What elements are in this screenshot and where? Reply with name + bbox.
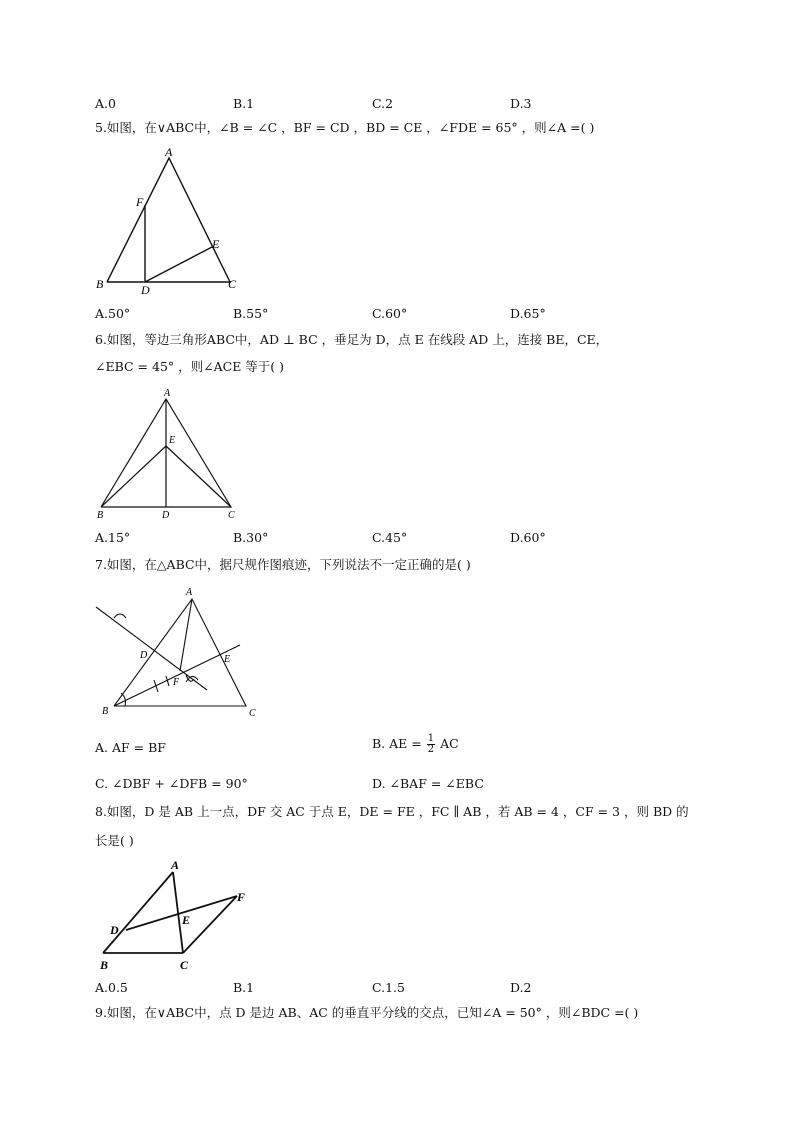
q6-label-a: A	[164, 388, 171, 399]
q6-option-d[interactable]: D.60°	[510, 530, 546, 545]
q8-label-e: E	[182, 913, 191, 927]
q5-option-a[interactable]: A.50°	[95, 306, 131, 321]
q7-segment-af	[180, 599, 192, 671]
q5-option-b[interactable]: B.55°	[233, 306, 269, 321]
q5-label-c: C	[228, 277, 237, 291]
q6-figure	[90, 384, 250, 524]
q7-triangle-abc	[114, 599, 246, 706]
q4-option-a[interactable]: A.0	[95, 96, 116, 111]
q6-text-line2: ∠EBC = 45° ，则∠ACE 等于( )	[95, 359, 285, 374]
q7-options-row2	[95, 776, 715, 800]
q6-option-a[interactable]: A.15°	[95, 530, 131, 545]
q4-option-d[interactable]: D.3	[510, 96, 532, 111]
q5-segment-de	[145, 247, 212, 282]
q6-text-line1: 6.如图，等边三角形ABC中，AD ⊥ BC ，垂足为 D，点 E 在线段 AD 上，连接 BE，CE，	[95, 332, 609, 347]
q5-text: 5.如图，在∨ABC中，∠B = ∠C ，BF = CD ，BD = CE ，∠FDE = 65° ，则∠A =( )	[95, 120, 595, 135]
q8-label-b: B	[100, 958, 109, 972]
q6-label-d: D	[162, 510, 170, 521]
q7-option-d[interactable]: D. ∠BAF = ∠EBC	[372, 776, 484, 791]
q7-angle-bisector	[114, 645, 240, 706]
q4-option-b[interactable]: B.1	[233, 96, 255, 111]
q6-segment-be	[101, 446, 166, 507]
q5-label-d: D	[141, 283, 150, 297]
q6-label-c: C	[228, 510, 235, 521]
q8-text-line1: 8.如图，D 是 AB 上一点，DF 交 AC 于点 E，DE = FE ，FC ∥ AB ，若 AB = 4 ，CF = 3 ，则 BD 的	[95, 804, 689, 819]
q8-option-b[interactable]: B.1	[233, 980, 255, 995]
q6-options	[95, 530, 715, 548]
q5-label-f: F	[136, 195, 144, 209]
q5-option-d[interactable]: D.65°	[510, 306, 546, 321]
q7-label-c: C	[249, 708, 256, 719]
q5-option-c[interactable]: C.60°	[372, 306, 408, 321]
q4-option-c[interactable]: C.2	[372, 96, 394, 111]
q6-label-e: E	[169, 435, 176, 446]
q5-triangle-abc	[107, 158, 230, 282]
q8-label-a: A	[171, 858, 180, 872]
q7-option-b-denominator: 2	[427, 744, 435, 755]
q8-options	[95, 980, 715, 998]
q6-option-c[interactable]: C.45°	[372, 530, 408, 545]
q7-label-b: B	[102, 706, 109, 717]
q5-label-e: E	[212, 237, 220, 251]
q7-label-d: D	[140, 650, 148, 661]
q7-option-c[interactable]: C. ∠DBF + ∠DFB = 90°	[95, 776, 248, 791]
q5-label-b: B	[96, 277, 104, 291]
q6-option-b[interactable]: B.30°	[233, 530, 269, 545]
q7-option-b-numerator: 1	[427, 733, 435, 744]
q7-label-f: F	[173, 677, 180, 688]
q7-figure	[90, 582, 270, 722]
q7-option-b[interactable]	[372, 734, 459, 755]
q8-label-c: C	[180, 958, 189, 972]
q7-label-a: A	[186, 587, 193, 598]
q8-option-a[interactable]: A.0.5	[95, 980, 128, 995]
q6-segment-ce	[166, 446, 231, 507]
q7-option-b-prefix: B. AE =	[372, 736, 422, 751]
q6-label-b: B	[97, 510, 104, 521]
q7-arc-top	[114, 614, 126, 618]
q8-label-d: D	[110, 923, 119, 937]
q8-label-f: F	[237, 890, 246, 904]
q5-figure	[90, 142, 250, 297]
q7-text: 7.如图，在△ABC中，据尺规作图痕迹，下列说法不一定正确的是( )	[95, 557, 471, 572]
q8-option-c[interactable]: C.1.5	[372, 980, 405, 995]
q7-option-b-suffix: AC	[440, 736, 459, 751]
q5-label-a: A	[165, 145, 173, 159]
q5-options	[95, 306, 715, 324]
q8-option-d[interactable]: D.2	[510, 980, 532, 995]
q8-segment-ab	[103, 872, 173, 953]
q4-options	[95, 96, 715, 114]
q7-options-row1	[95, 733, 715, 764]
q7-option-b-fraction	[427, 734, 435, 755]
q8-text-line2: 长是( )	[95, 833, 134, 848]
q7-label-e: E	[224, 654, 231, 665]
q9-text: 9.如图，在∨ABC中，点 D 是边 AB、AC 的垂直平分线的交点，已知∠A = 50° ，则∠BDC =( )	[95, 1005, 639, 1020]
q7-option-a[interactable]: A. AF = BF	[95, 740, 166, 755]
q8-figure	[90, 855, 270, 980]
